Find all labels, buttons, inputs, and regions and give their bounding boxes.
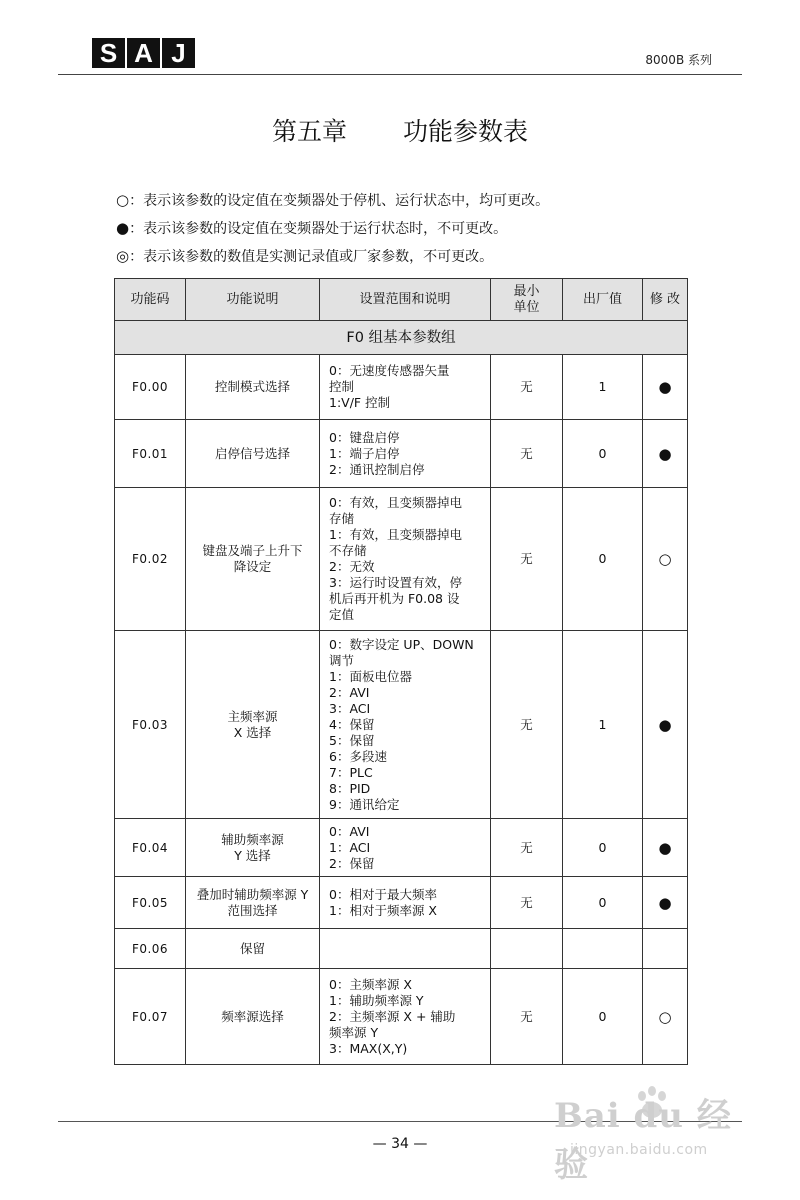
param-range-line: 调节	[329, 652, 355, 668]
param-unit	[491, 929, 563, 969]
param-name-line: 启停信号选择	[214, 445, 290, 461]
legend-symbol: ○	[116, 191, 130, 209]
param-modify: ●	[643, 355, 688, 420]
page-number: — 34 —	[372, 1136, 428, 1152]
table-row	[115, 355, 688, 420]
param-modify: ●	[643, 819, 688, 877]
param-range	[320, 355, 491, 420]
param-modify: ●	[643, 631, 688, 819]
param-code: F0.02	[115, 488, 186, 631]
param-default: 0	[563, 819, 643, 877]
param-range-line: 8：PID	[329, 780, 371, 796]
parameter-table	[114, 278, 688, 1065]
param-name-line: Y 选择	[234, 847, 271, 863]
param-range	[320, 819, 491, 877]
param-range-line: 控制	[329, 379, 355, 394]
param-name-line: 保留	[239, 940, 265, 956]
param-default	[563, 929, 643, 969]
param-range-line: 定值	[329, 607, 355, 622]
legend-text: ：表示该参数的设定值在变频器处于停机、运行状态中，均可更改。	[129, 193, 550, 209]
param-default: 0	[563, 420, 643, 488]
param-name-line: 频率源选择	[221, 1008, 284, 1024]
legend-item	[116, 218, 549, 246]
param-name-line: 辅助频率源	[221, 831, 284, 847]
param-range-line: 1：ACI	[329, 839, 371, 855]
param-name-line: 主频率源	[227, 708, 278, 724]
header-unit-line1: 最小	[513, 283, 540, 299]
header-unit-line2: 单位	[513, 299, 540, 315]
table-row	[115, 488, 688, 631]
param-unit: 无	[491, 877, 563, 929]
param-name	[186, 819, 320, 877]
table-row	[115, 969, 688, 1065]
param-range	[320, 929, 491, 969]
param-range	[320, 631, 491, 819]
param-unit: 无	[491, 355, 563, 420]
table-row	[115, 420, 688, 488]
series-label: 8000B 系列	[645, 53, 712, 67]
saj-logo	[92, 38, 197, 68]
legend-item	[116, 246, 549, 274]
legend-symbol: ●	[116, 219, 130, 237]
param-name-line: 键盘及端子上升下	[202, 543, 303, 558]
param-name-line: X 选择	[233, 724, 272, 740]
group-title: F0 组基本参数组	[115, 321, 688, 355]
param-range	[320, 488, 491, 631]
param-code: F0.04	[115, 819, 186, 877]
param-modify: ○	[643, 969, 688, 1065]
param-range-line: 7：PLC	[329, 764, 373, 780]
param-unit: 无	[491, 819, 563, 877]
param-range-line: 0：相对于最大频率	[329, 886, 437, 902]
param-default: 1	[563, 355, 643, 420]
header-name: 功能说明	[186, 279, 320, 321]
param-range-line: 2：主频率源 X + 辅助	[329, 1008, 456, 1024]
group-row	[115, 321, 688, 355]
param-range-line: 2：保留	[329, 855, 375, 871]
legend-symbol: ◎	[116, 247, 130, 265]
param-range-line: 4：保留	[329, 716, 375, 732]
param-default: 0	[563, 488, 643, 631]
param-range-line: 1：相对于频率源 X	[329, 902, 437, 918]
table-row	[115, 631, 688, 819]
param-name-line: 控制模式选择	[214, 379, 290, 394]
chapter-title	[0, 112, 800, 148]
param-range-line: 不存储	[329, 543, 367, 558]
param-code: F0.00	[115, 355, 186, 420]
logo-letter: J	[162, 38, 195, 68]
legend-text: ：表示该参数的设定值在变频器处于运行状态时，不可更改。	[129, 221, 508, 237]
logo-letter: A	[127, 38, 160, 68]
chapter-name: 功能参数表	[403, 117, 529, 146]
param-range-line: 0：有效，且变频器掉电	[329, 495, 462, 510]
param-default: 1	[563, 631, 643, 819]
table-row	[115, 819, 688, 877]
watermark-brand: Bai du 经验	[554, 1096, 732, 1185]
param-modify: ●	[643, 420, 688, 488]
param-range-line: 存储	[329, 511, 355, 526]
param-modify: ●	[643, 877, 688, 929]
param-name	[186, 631, 320, 819]
param-unit: 无	[491, 420, 563, 488]
param-range-line: 3：ACI	[329, 700, 371, 716]
param-default: 0	[563, 877, 643, 929]
param-range	[320, 877, 491, 929]
param-range-line: 1：有效，且变频器掉电	[329, 527, 462, 542]
param-unit: 无	[491, 631, 563, 819]
legend-text: ：表示该参数的数值是实测记录值或厂家参数，不可更改。	[129, 249, 494, 265]
param-range-line: 0：键盘启停	[329, 429, 400, 445]
param-name	[186, 488, 320, 631]
param-code: F0.01	[115, 420, 186, 488]
param-code: F0.05	[115, 877, 186, 929]
legend-item	[116, 190, 549, 218]
param-name	[186, 877, 320, 929]
param-name	[186, 355, 320, 420]
header-modify: 修 改	[643, 279, 688, 321]
param-range-line: 0：AVI	[329, 823, 370, 839]
param-modify	[643, 929, 688, 969]
param-unit: 无	[491, 488, 563, 631]
watermark-site: jingyan.baidu.com	[570, 1142, 708, 1158]
param-range-line: 2：通讯控制启停	[329, 461, 425, 477]
param-code: F0.07	[115, 969, 186, 1065]
param-range-line: 0：无速度传感器矢量	[329, 363, 450, 378]
param-name	[186, 969, 320, 1065]
baidu-watermark	[528, 1082, 758, 1185]
header-range: 设置范围和说明	[320, 279, 491, 321]
param-range	[320, 969, 491, 1065]
param-range-line: 5：保留	[329, 732, 375, 748]
param-range-line: 频率源 Y	[329, 1024, 379, 1040]
param-range-line: 6：多段速	[329, 748, 387, 764]
param-range-line: 2：无效	[329, 559, 375, 574]
table-row	[115, 929, 688, 969]
param-range-line: 0：数字设定 UP、DOWN	[329, 636, 474, 652]
param-range-line: 3：MAX(X,Y)	[329, 1040, 408, 1056]
param-range-line: 2：AVI	[329, 684, 370, 700]
param-range-line: 0：主频率源 X	[329, 976, 412, 992]
param-name-line: 降设定	[233, 559, 272, 574]
table-row	[115, 877, 688, 929]
logo-letter: S	[92, 38, 125, 68]
param-code: F0.03	[115, 631, 186, 819]
param-name	[186, 420, 320, 488]
param-range-line: 9：通讯给定	[329, 796, 400, 812]
param-name-line: 叠加时辅助频率源 Y	[196, 886, 309, 902]
chapter-number: 第五章	[271, 117, 347, 146]
param-range-line: 1:V/F 控制	[329, 395, 391, 410]
header-divider	[58, 74, 742, 75]
symbol-legend	[116, 190, 549, 274]
param-default: 0	[563, 969, 643, 1065]
header-default: 出厂值	[563, 279, 643, 321]
param-range-line: 机后再开机为 F0.08 设	[329, 591, 460, 606]
param-unit: 无	[491, 969, 563, 1065]
param-range-line: 1：面板电位器	[329, 668, 412, 684]
param-name-line: 范围选择	[227, 902, 278, 918]
table-header-row	[115, 279, 688, 321]
param-code: F0.06	[115, 929, 186, 969]
param-modify: ○	[643, 488, 688, 631]
param-name	[186, 929, 320, 969]
param-range-line: 3：运行时设置有效，停	[329, 575, 462, 590]
param-range-line: 1：辅助频率源 Y	[329, 992, 424, 1008]
header-unit	[491, 279, 563, 321]
param-range	[320, 420, 491, 488]
header-code: 功能码	[115, 279, 186, 321]
param-range-line: 1：端子启停	[329, 445, 400, 461]
